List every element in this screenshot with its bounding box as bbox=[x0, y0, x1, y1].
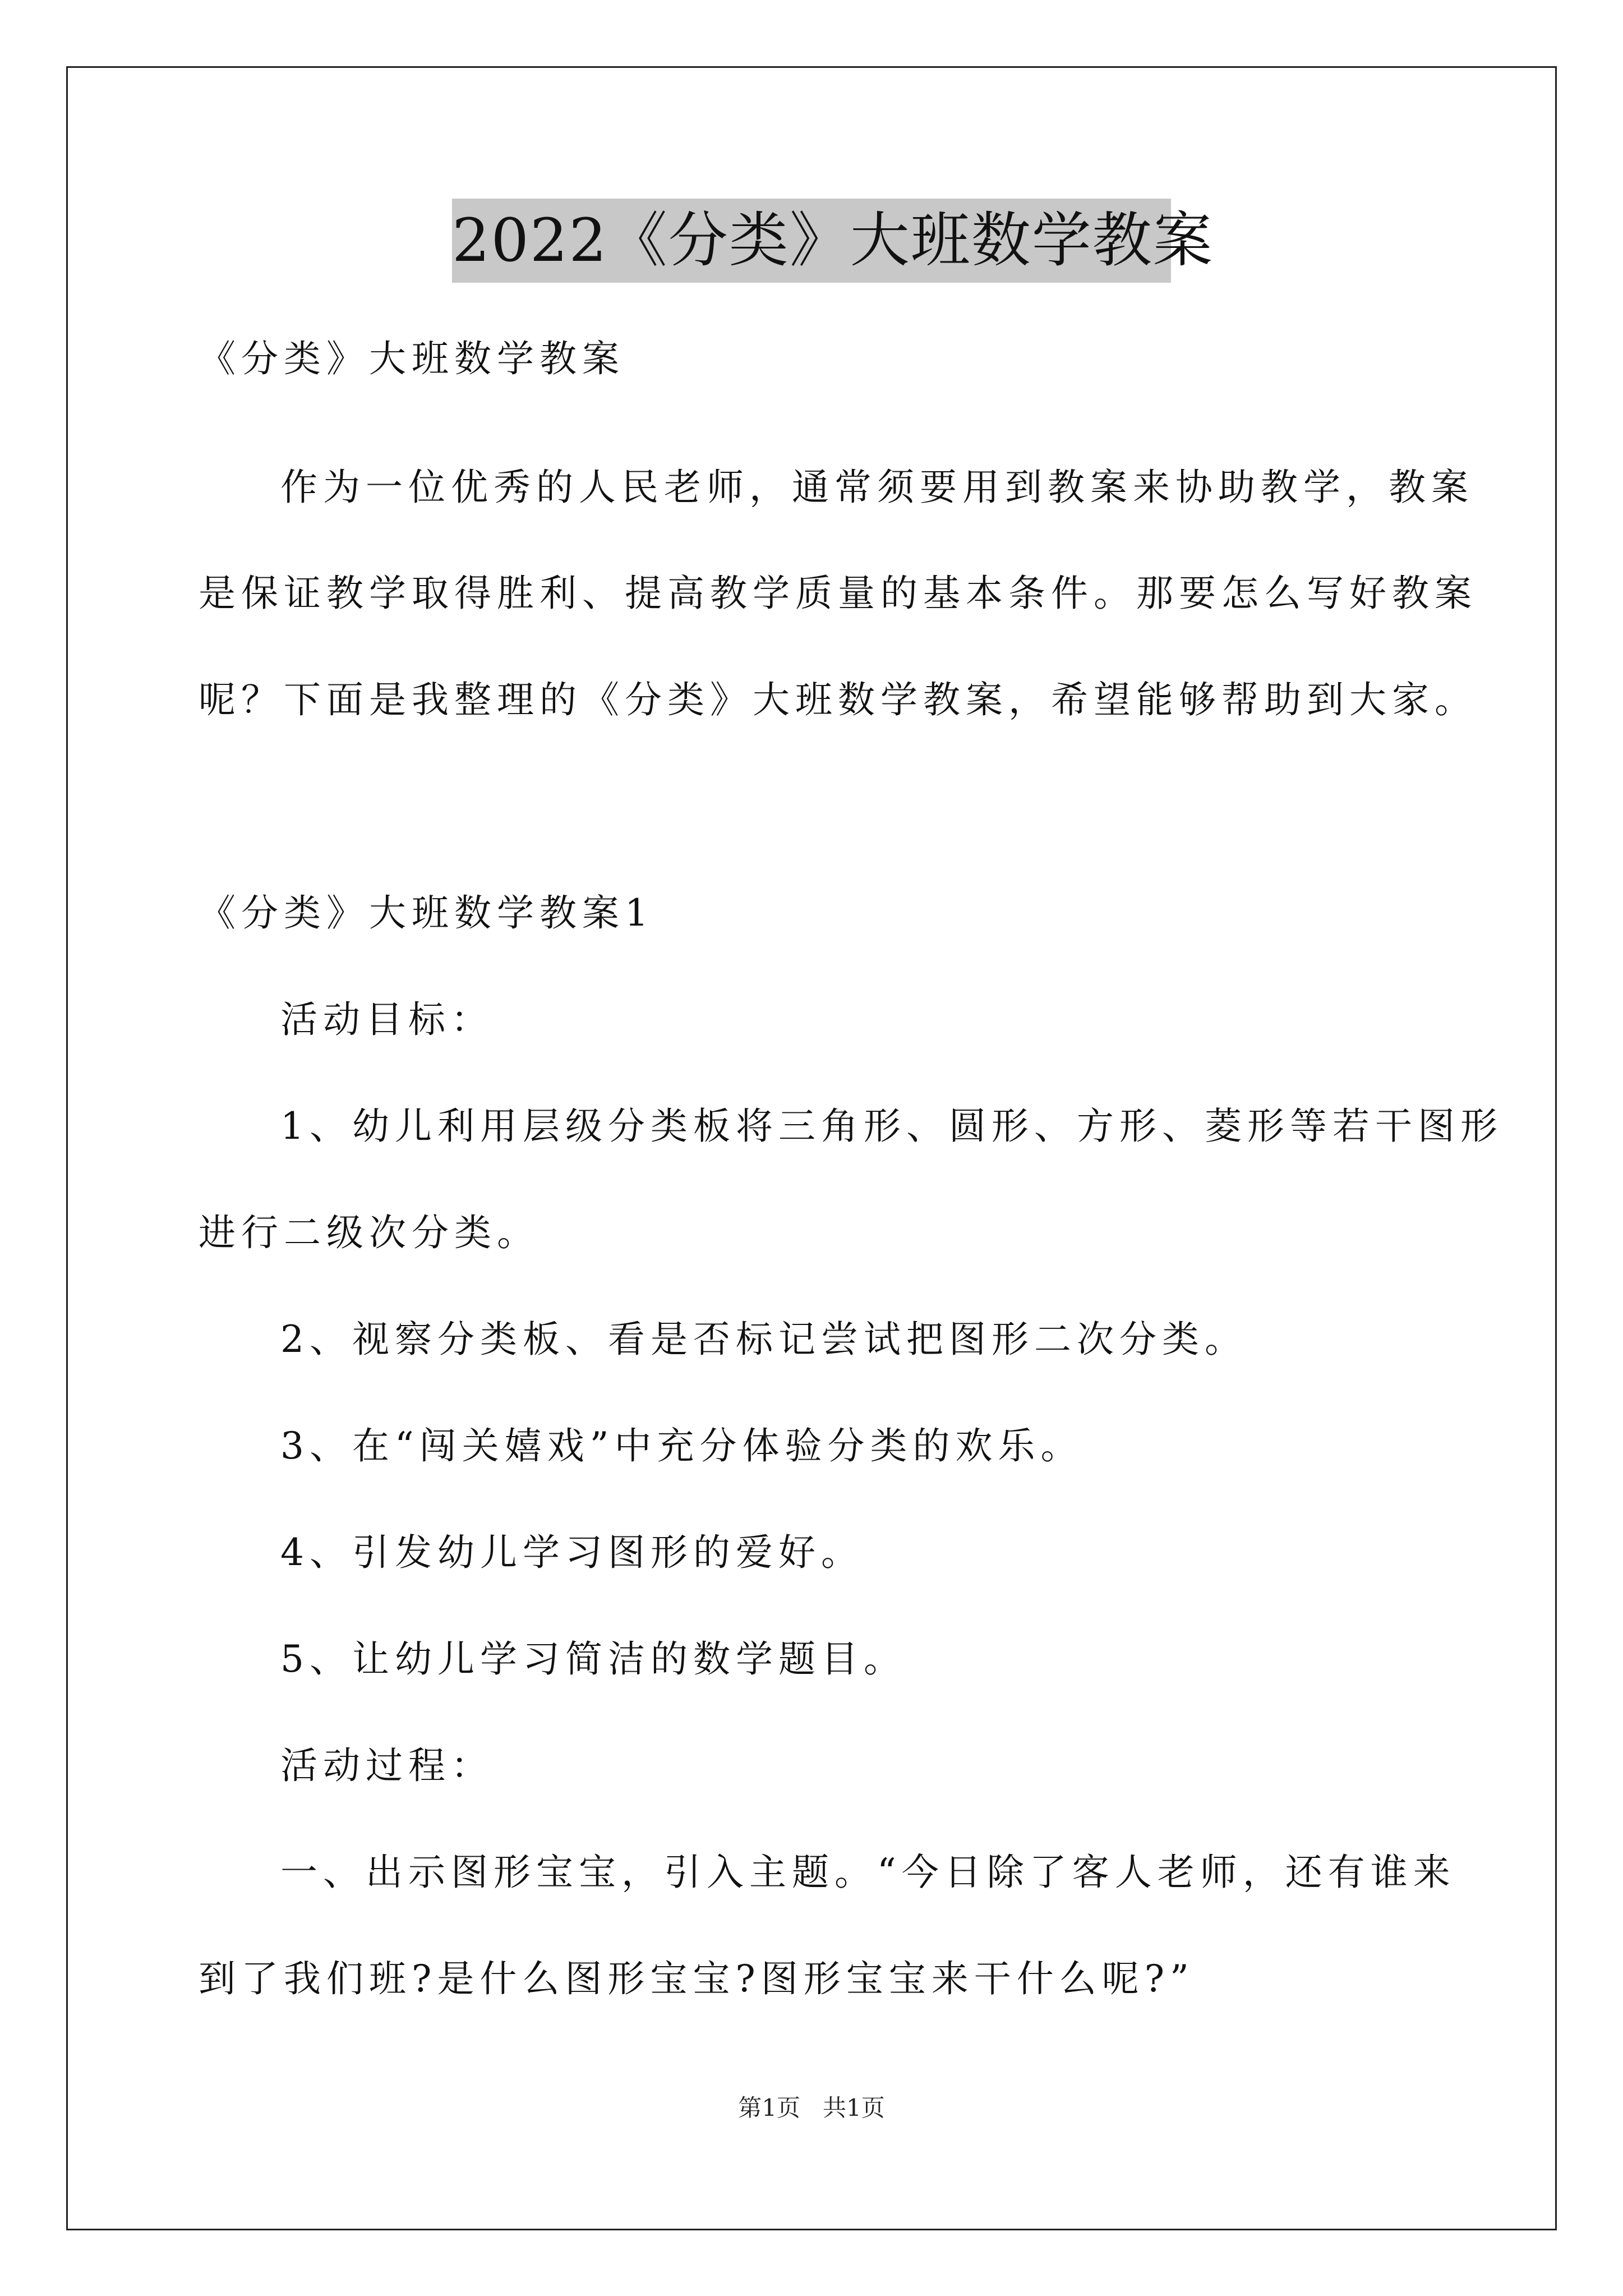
process-heading: 活动过程： bbox=[280, 1744, 494, 1787]
process-step-1-line-1: 一、出示图形宝宝，引入主题。“今日除了客人老师，还有谁来 bbox=[280, 1851, 1456, 1894]
goal-item-5: 5、让幼儿学习简洁的数学题目。 bbox=[280, 1637, 906, 1681]
goal-item-3: 3、在“闯关嬉戏”中充分体验分类的欢乐。 bbox=[280, 1424, 1083, 1467]
intro-paragraph-line-3: 呢？下面是我整理的《分类》大班数学教案，希望能够帮助到大家。 bbox=[199, 678, 1477, 721]
intro-paragraph-line-2: 是保证教学取得胜利、提高教学质量的基本条件。那要怎么写好教案 bbox=[199, 572, 1477, 615]
goal-item-2: 2、视察分类板、看是否标记尝试把图形二次分类。 bbox=[280, 1318, 1247, 1361]
document-title: 2022《分类》大班数学教案 bbox=[452, 199, 1171, 283]
page-footer: 第1页 共1页 bbox=[738, 2094, 885, 2122]
goals-heading: 活动目标： bbox=[280, 998, 494, 1041]
subtitle-line: 《分类》大班数学教案 bbox=[199, 337, 625, 380]
section-heading: 《分类》大班数学教案1 bbox=[199, 891, 654, 935]
goal-item-1-line-1: 1、幼儿利用层级分类板将三角形、圆形、方形、菱形等若干图形 bbox=[280, 1105, 1503, 1148]
goal-item-1-line-2: 进行二级次分类。 bbox=[199, 1211, 540, 1254]
process-step-1-line-2: 到了我们班?是什么图形宝宝?图形宝宝来干什么呢?” bbox=[199, 1957, 1195, 2000]
goal-item-4: 4、引发幼儿学习图形的爱好。 bbox=[280, 1531, 864, 1574]
intro-paragraph-line-1: 作为一位优秀的人民老师，通常须要用到教案来协助教学，教案 bbox=[280, 466, 1474, 509]
